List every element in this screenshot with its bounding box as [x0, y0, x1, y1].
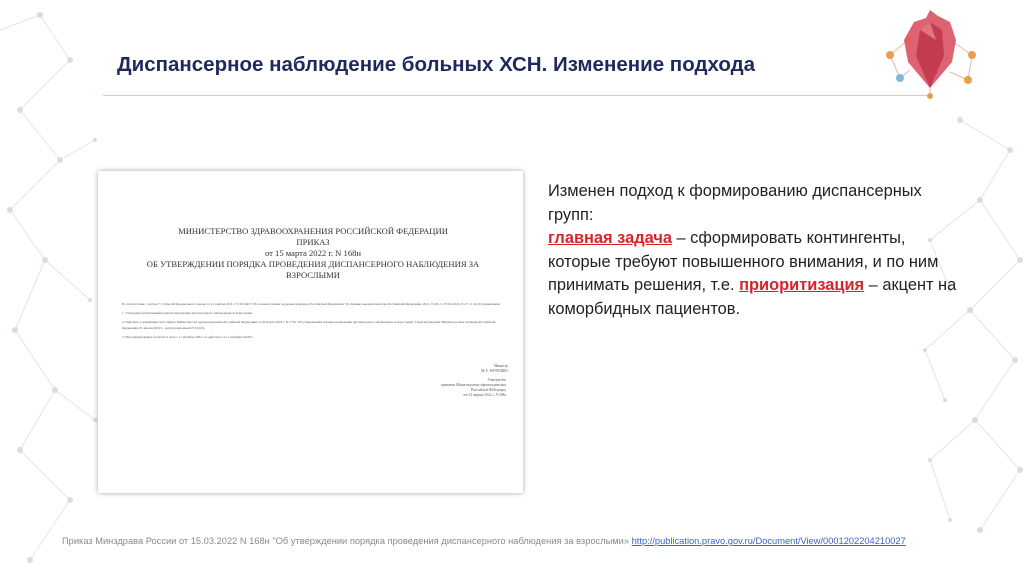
document-body [122, 302, 502, 344]
document-date-number: от 15 марта 2022 г. N 168н [264, 248, 362, 258]
main-text-body: – сформировать контингенты, которые требуют повышенного внимания, и по ним принимать решения, т.е. [548, 229, 939, 294]
document-sign-name: М.А. МУРАШКО [481, 369, 508, 373]
document-approved-line: Российской Федерации [470, 388, 506, 392]
document-signature [398, 364, 508, 374]
main-text-ending: – акцент на коморбидных пациентов. [548, 276, 957, 318]
order-document-image [98, 171, 523, 493]
main-text-block [548, 180, 968, 321]
document-sign-role: Министр [494, 364, 508, 368]
document-type: ПРИКАЗ [296, 237, 330, 247]
title-divider [103, 95, 933, 96]
document-ministry: МИНИСТЕРСТВО ЗДРАВООХРАНЕНИЯ РОССИЙСКОЙ ФЕДЕРАЦИИ [178, 226, 448, 236]
document-paragraph: В соответствии с частью 7 статьи 46 Федерального закона от 21 ноября 2011 г. N 323-ФЗ "Об основах охраны здоровья граждан в Российской Федерации" (Собрание законодательства Российской Федерации, 2011, N 48, ст. 6724; 2016, N 27, ст. 4219) приказываю: [122, 302, 502, 306]
footer-citation-text: Приказ Минздрава России от 15.03.2022 N 168н "Об утверждении порядка проведения диспансерного наблюдения за взрослыми» [62, 536, 632, 546]
document-subject: ОБ УТВЕРЖДЕНИИ ПОРЯДКА ПРОВЕДЕНИЯ ДИСПАНСЕРНОГО НАБЛЮДЕНИЯ ЗА ВЗРОСЛЫМИ [146, 259, 480, 280]
main-text-intro: Изменен подход к формированию диспансерных групп: [548, 182, 922, 224]
document-approval [388, 378, 506, 398]
document-paragraph: 1. Утвердить прилагаемый порядок проведения диспансерного наблюдения за взрослыми. [122, 311, 253, 316]
document-header [128, 226, 498, 281]
heart-logo-icon [880, 0, 980, 100]
document-approved-line: от 15 марта 2022 г. N 168н [463, 393, 506, 397]
slide-title: Диспансерное наблюдение больных ХСН. Изменение подхода [117, 53, 756, 76]
highlight-main-task: главная задача [548, 229, 672, 247]
footer-citation [62, 536, 1012, 546]
highlight-prioritization: приоритизация [739, 276, 865, 294]
document-paragraph: 2. Признать утратившим силу приказ Министерства здравоохранения Российской Федерации от 29 марта 2019 г. N 173н "Об утверждении порядка проведения диспансерного наблюдения за взрослыми" (зарегистрирован Министерством юстиции Российской Федерации 25 апреля 2019 г., регистрационный N 54513). [122, 320, 496, 330]
document-paragraph: 3. Настоящий приказ вступает в силу с 1 сентября 2022 г. и действует до 1 сентября 2028 г. [122, 334, 254, 339]
footer-source-link[interactable]: http://publication.pravo.gov.ru/Document/View/0001202204210027 [631, 536, 906, 546]
document-approved-line: приказом Министерства здравоохранения [441, 383, 506, 387]
document-approved-line: Утвержден [487, 378, 506, 382]
